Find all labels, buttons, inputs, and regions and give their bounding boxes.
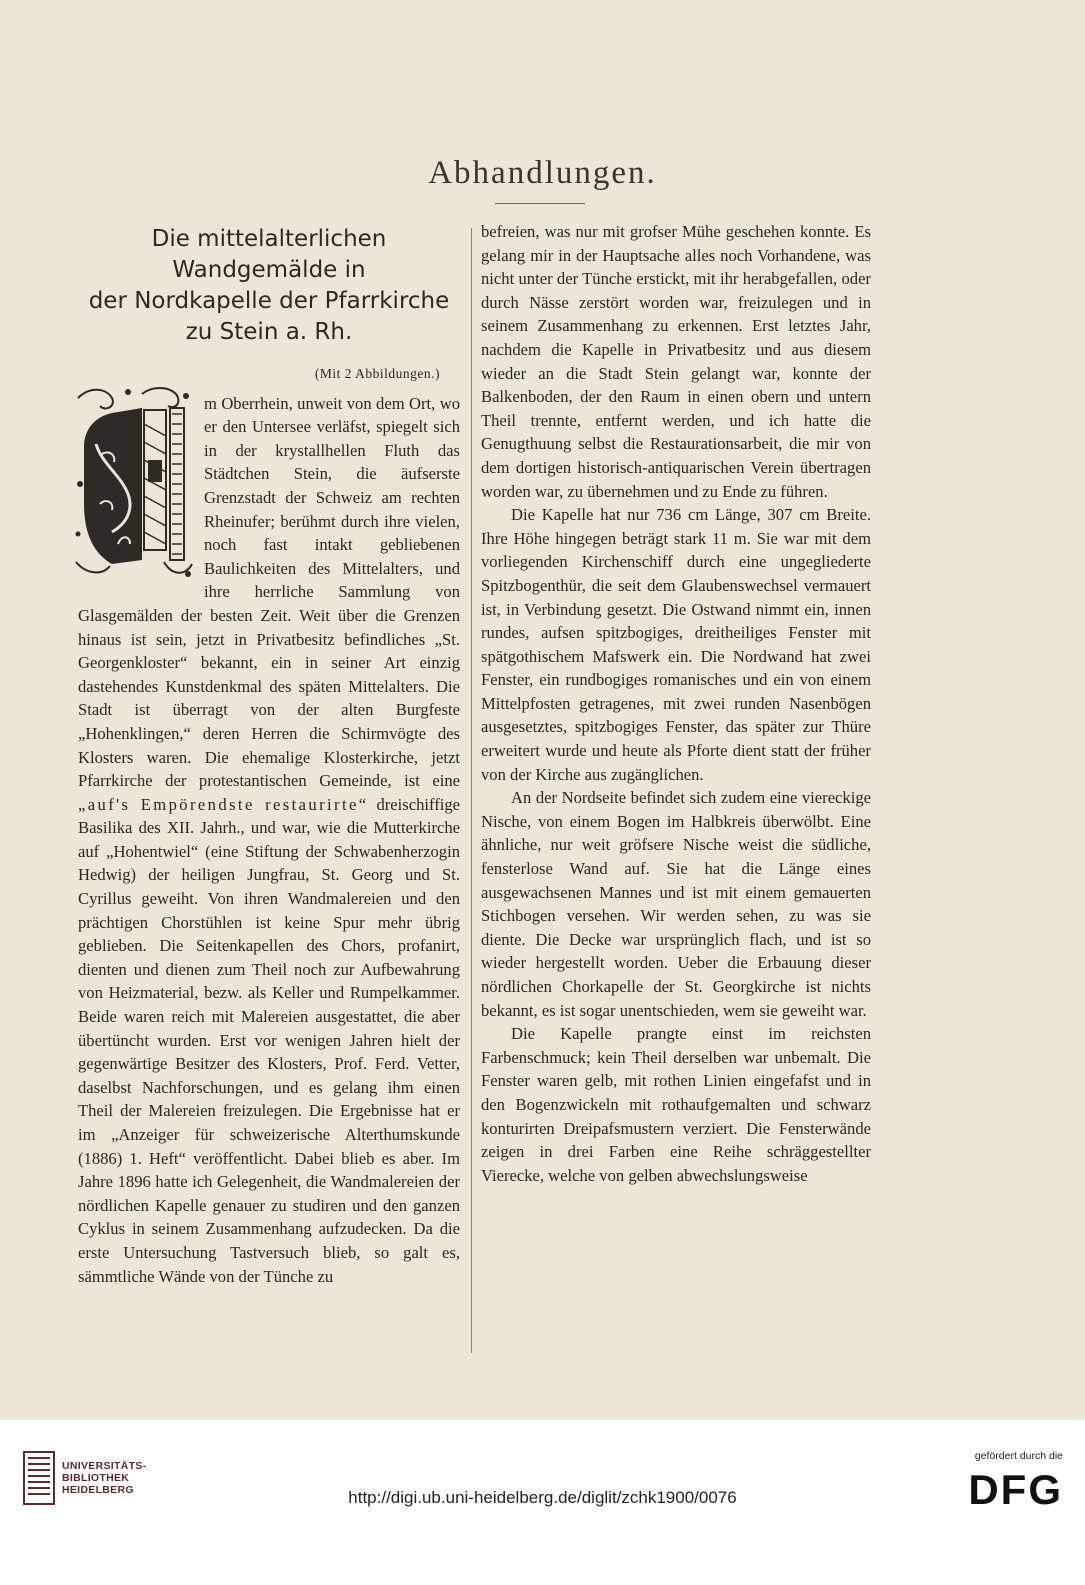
permalink-url[interactable]: http://digi.ub.uni-heidelberg.de/diglit/zchk1900/0076 [348, 1488, 737, 1507]
dfg-logo[interactable]: DFG [968, 1466, 1063, 1513]
right-paragraph-4: Die Kapelle prangte einst im reichsten Farbenschmuck; kein Theil derselben war unbemalt. Die Fenster waren gelb, mit rothen Linien eingefafst und in den Bogenzwickeln mit rothaufgemalten und schwarz konturirten Dreipafsmustern verziert. Die Fensterwände zeigen in drei Farben eine Reihe schräggestellter Vierecke, welche von gelben abwechslungsweise [481, 1024, 871, 1185]
right-paragraph-3: An der Nordseite befindet sich zudem eine viereckige Nische, von einem Bogen im Halbkreis überwölbt. Eine ähnliche, nur weit gröfsere Nische weist die südliche, fensterlose Wand auf. Sie hat die Länge eines ausgewachsenen Mannes und ist mit einem gemauerten Stichbogen versehen. Wir werden sehen, zu was sie diente. Die Decke war ursprünglich flach, und ist so wieder hergestellt worden. Ueber die Erbauung dieser nördlichen Chorkapelle der St. Georgkirche ist nichts bekannt, es ist sogar unentschieden, wem sie geweiht war. [481, 788, 871, 1020]
ornamental-initial-a-icon [72, 384, 194, 582]
article-title-line-1: Die mittelalterlichen Wandgemälde in [151, 226, 387, 283]
left-paragraph-1-end: dreischiffige Basilika des XII. Jahrh., und war, wie die Mutterkirche auf „Hohentwiel“ (eine Stiftung der Schwabenherzogin Hedwig) der heiligen Jungfrau, St. Georg und St. Cyrillus geweiht. Von ihren Wandmalereien und den prächtigen Chorstühlen ist keine Spur mehr übrig geblieben. Die Seitenkapellen des Chors, profanirt, dienten und dienen zum Theil noch zur Aufbewahrung von Heizmaterial, bezw. als Keller und Rumpelkammer. Beide waren reich mit Malereien ausgestattet, die aber übertüncht wurden. Erst vor wenigen Jahren hielt der gegenwärtige Besitzer des Klosters, Prof. Ferd. Vetter, daselbst Nachforschungen, und es gelang ihm einen Theil der Malereien freizulegen. Die Ergebnisse hat er im „Anzeiger für schweizerische Alterthumskunde (1886) 1. Heft“ veröffentlicht. Dabei blieb es aber. Im Jahre 1896 hatte ich Gelegenheit, die Wandmalereien der nördlichen Kapelle genauer zu studiren und den ganzen Cyklus in seinem Zusammenhang aufzudecken. Da die erste Untersuchung Tastversuch blieb, so galt es, sämmtliche Wände von der Tünche zu [78, 794, 461, 1286]
title-rule [495, 203, 585, 204]
right-column [481, 220, 871, 1187]
section-title: Abhandlungen. [428, 155, 657, 191]
right-paragraph-1: befreien, was nur mit grofser Mühe geschehen konnte. Es gelang mir in der Hauptsache alles noch Vorhandene, was nicht unter der Tünche erstickt, mit ihr herabgefallen, oder durch Nässe zerstört worden war, freizulegen und in seinem Zusammenhang zu erkennen. Erst letztes Jahr, nachdem die Kapelle in Privatbesitz und aus diesem wieder an die Stadt Stein gelangt war, konnte der Balkenboden, der den Raum in einen obern und untern Theil trennte, entfernt werden, und ich hatte die Genugthuung selbst die Restaurationsarbeit, die mir von dem dortigen historisch-antiquarischen Verein übertragen worden war, zu übernehmen und zu Ende zu führen. [481, 222, 871, 501]
article-title-line-2: der Nordkapelle der Pfarrkirche [88, 288, 450, 314]
library-name-line-2: BIBLIOTHEK [62, 1472, 130, 1484]
right-paragraph-2: Die Kapelle hat nur 736 cm Länge, 307 cm Breite. Ihre Höhe hingegen beträgt stark 11 m. Sie war mit dem vorliegenden Kirchenschiff durch eine ungegliederte Spitzbogenthür, die seit dem Glaubenswechsel vermauert ist, in Verbindung gesetzt. Die Ostwand nimmt ein, innen rundes, aufsen spitzbogiges, dreitheiliges Fenster mit spätgothischem Mafswerk ein. Die Nordwand hat zwei Fenster, ein rundbogiges romanisches und ein von einem Mittelpfosten getragenes, mit zwei runden Nasenbögen ausgesetztes, spitzbogiges Fenster, das später zur Thüre erweitert wurde und heute als Pforte dient statt der früher von der Kirche aus zugänglichen. [481, 505, 871, 784]
figure-note: (Mit 2 Abbildungen.) [314, 366, 440, 381]
library-name-line-1: UNIVERSITÄTS- [62, 1460, 147, 1472]
library-name-line-3: HEIDELBERG [62, 1484, 134, 1496]
column-divider [471, 228, 472, 1353]
spaced-emphasis: „auf's Empörendste restaurirte“ [78, 794, 369, 814]
viewer-footer [0, 1420, 1085, 1585]
article-title-line-3: zu Stein a. Rh. [185, 319, 353, 345]
left-column [78, 220, 460, 1288]
article-title [78, 224, 460, 348]
left-paragraph-1-start: m Oberrhein, unweit von dem Ort, wo er den Untersee verläfst, spiegelt sich in der krystallhellen Fluth das Städtchen Stein, die äufserste Grenzstadt der Schweiz am rechten Rheinufer; berühmt durch ihre vielen, noch fast intakt gebliebenen Baulichkeiten des Mittelalters, und ihre herrliche Sammlung von Glasgemälden der besten Zeit. Weit über die Grenzen hinaus ist sein, jetzt in Privatbesitz befindliches „St. Georgenkloster“ bekannt, ein in seiner Art einzig dastehendes Kunstdenkmal des späten Mittelalters. Die Stadt ist überragt von der alten Burgfeste „Hohenklingen,“ deren Herren die Schirmvögte des Klosters waren. Die ehemalige Klosterkirche, jetzt Pfarrkirche der protestantischen Gemeinde, ist eine [78, 393, 460, 791]
funding-note: gefördert durch die [974, 1450, 1063, 1462]
